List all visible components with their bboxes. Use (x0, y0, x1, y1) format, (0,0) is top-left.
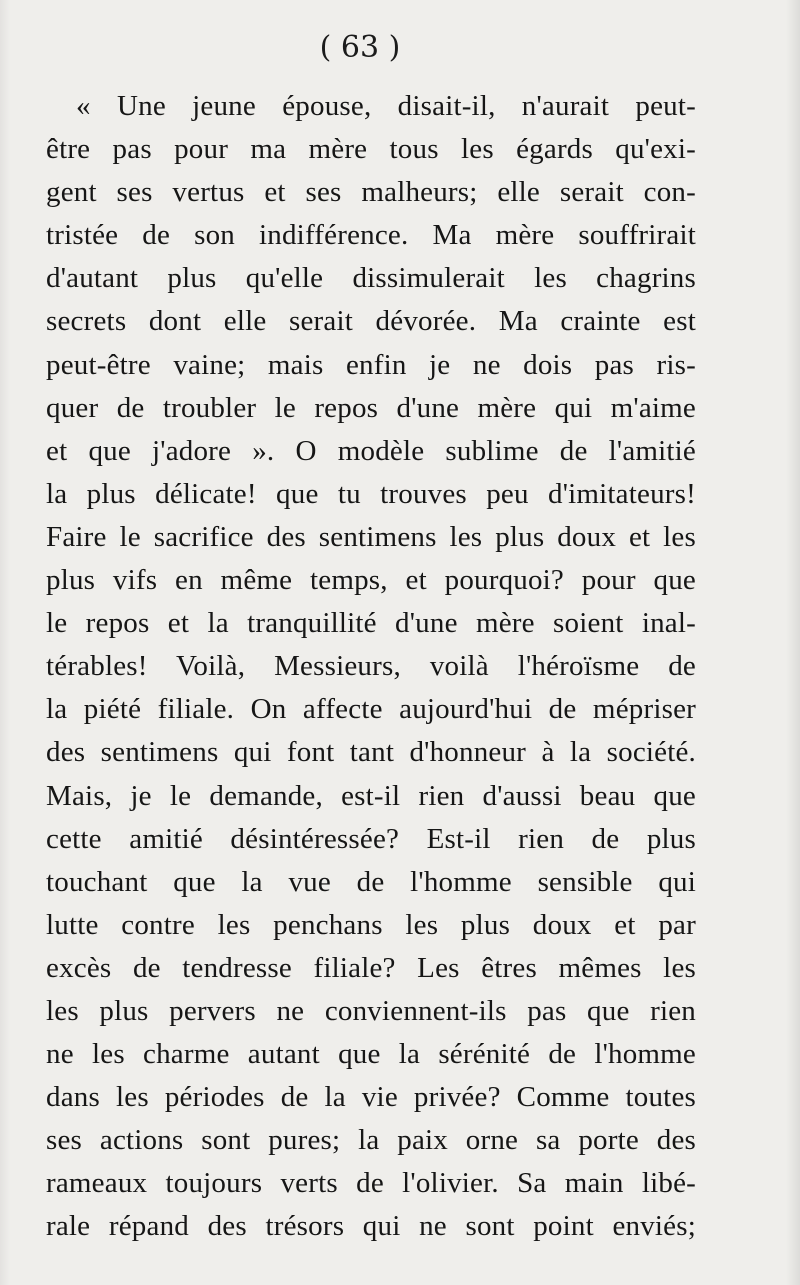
text-line: la plus délicate! que tu trouves peu d'imitateurs! (46, 477, 696, 510)
text-line: plus vifs en même temps, et pourquoi? pour que (46, 564, 696, 597)
text-line: Faire le sacrifice des sentimens les plus doux et les (46, 520, 696, 553)
left-page-edge (0, 0, 10, 1285)
text-line: les plus pervers ne conviennent-ils pas que rien (46, 994, 696, 1027)
text-line: térables! Voilà, Messieurs, voilà l'héroïsme de (46, 650, 696, 683)
text-line: des sentimens qui font tant d'honneur à la société. (46, 736, 696, 769)
text-line: et que j'adore ». O modèle sublime de l'amitié (46, 434, 696, 467)
text-line: d'autant plus qu'elle dissimulerait les chagrins (46, 262, 696, 295)
text-line: gent ses vertus et ses malheurs; elle serait con- (46, 176, 696, 209)
text-line: le repos et la tranquillité d'une mère soient inal- (46, 607, 696, 640)
text-line: secrets dont elle serait dévorée. Ma crainte est (46, 305, 696, 338)
text-line: rameaux toujours verts de l'olivier. Sa main libé- (46, 1167, 696, 1200)
text-line: quer de troubler le repos d'une mère qui m'aime (46, 391, 696, 424)
text-line: dans les périodes de la vie privée? Comme toutes (46, 1081, 696, 1114)
text-line: lutte contre les penchans les plus doux et par (46, 908, 696, 941)
text-line: tristée de son indifférence. Ma mère souffrirait (46, 219, 696, 252)
text-line: touchant que la vue de l'homme sensible qui (46, 865, 696, 898)
text-line: peut-être vaine; mais enfin je ne dois pas ris- (46, 348, 696, 381)
text-line: cette amitié désintéressée? Est-il rien de plus (46, 822, 696, 855)
text-line: excès de tendresse filiale? Les êtres mêmes les (46, 951, 696, 984)
text-line: rale répand des trésors qui ne sont point enviés; (46, 1210, 696, 1243)
right-page-edge (786, 0, 800, 1285)
text-line: ne les charme autant que la sérénité de l'homme (46, 1038, 696, 1071)
text-line: ses actions sont pures; la paix orne sa porte des (46, 1124, 696, 1157)
text-line: être pas pour ma mère tous les égards qu'exi- (46, 133, 696, 166)
text-line: « Une jeune épouse, disait-il, n'aurait peut- (76, 90, 696, 122)
text-line: Mais, je le demande, est-il rien d'aussi beau que (46, 779, 696, 812)
page-number: ( 63 ) (319, 30, 401, 65)
body-text (46, 85, 696, 1249)
text-line: la piété filiale. On affecte aujourd'hui de mépriser (46, 693, 696, 726)
